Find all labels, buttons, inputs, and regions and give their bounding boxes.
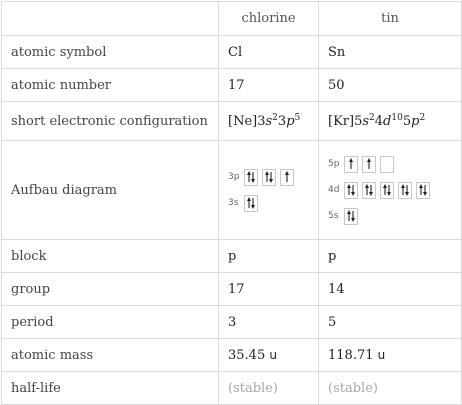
table-row [2,240,462,273]
table-row [2,273,462,306]
chlorine-value: 17 [219,273,319,306]
spin-up-arrow-icon [367,158,371,169]
config-shell: 3 [277,113,287,129]
orbital-box [344,156,358,173]
row-label: short electronic configuration [2,102,219,141]
config-subshell: p [286,113,295,129]
table-row [2,102,462,141]
tin-value: Sn [319,36,462,69]
chlorine-value: Cl [219,36,319,69]
orbital-row [328,178,452,202]
orbital-box [398,182,412,199]
spin-down-arrow-icon [351,185,355,196]
orbital-box [244,169,258,186]
orbital-box [280,169,294,186]
orbital-box [362,156,376,173]
table-row [2,141,462,240]
chlorine-value: 3 [219,306,319,339]
config-core: [Ne] [228,113,258,129]
orbital-box [380,182,394,199]
spin-down-arrow-icon [351,211,355,222]
tin-value: 5 [319,306,462,339]
row-label: Aufbau diagram [2,141,219,240]
spin-down-arrow-icon [405,185,409,196]
aufbau-diagram [328,152,452,228]
mass-value: 35.45 [228,347,266,363]
orbital-row [328,204,452,228]
orbital-box [344,208,358,225]
orbital-box [344,182,358,199]
chlorine-value: p [219,240,319,273]
spin-down-arrow-icon [251,172,255,183]
tin-value: 50 [319,69,462,102]
orbital-label: 4d [328,185,340,195]
spin-up-arrow-icon [419,184,423,195]
config-subshell: s [362,113,370,129]
config-exponent: 5 [294,112,301,123]
orbital-label: 5p [328,159,340,169]
tin-value: 14 [319,273,462,306]
spin-up-arrow-icon [383,184,387,195]
orbital-label: 3s [228,198,239,208]
chlorine-mass [219,339,319,372]
tin-aufbau-diagram [319,141,462,240]
config-exponent: 2 [272,112,278,123]
header-row [2,2,462,36]
orbital-row [328,152,452,176]
config-core: [Kr] [328,113,355,129]
config-shell: 4 [374,113,384,129]
header-empty-cell [2,2,219,36]
spin-up-arrow-icon [401,184,405,195]
spin-up-arrow-icon [247,197,251,208]
config-subshell: d [383,113,392,129]
orbital-box [244,195,258,212]
tin-mass [319,339,462,372]
config-subshell: s [265,113,273,129]
mass-unit: u [269,347,277,362]
table-row [2,306,462,339]
config-shell: 5 [354,113,363,129]
chlorine-aufbau-diagram [219,141,319,240]
chlorine-half-life: (stable) [219,372,319,405]
orbital-box [416,182,430,199]
row-label: group [2,273,219,306]
tin-config [319,102,462,141]
row-label: atomic number [2,69,219,102]
config-shell: 3 [257,113,266,129]
config-exponent: 10 [391,112,403,123]
spin-up-arrow-icon [347,184,351,195]
orbital-row [228,165,309,189]
tin-value: p [319,240,462,273]
table-row [2,339,462,372]
orbital-label: 5s [328,211,339,221]
orbital-box [362,182,376,199]
orbital-label: 3p [228,172,240,182]
spin-up-arrow-icon [347,210,351,221]
spin-up-arrow-icon [285,171,289,182]
table-row [2,36,462,69]
chlorine-value: 17 [219,69,319,102]
row-label: period [2,306,219,339]
row-label: atomic symbol [2,36,219,69]
spin-down-arrow-icon [369,185,373,196]
spin-up-arrow-icon [247,171,251,182]
header-tin: tin [319,2,462,36]
orbital-row [228,191,309,215]
orbital-box [380,156,394,173]
aufbau-diagram [228,165,309,215]
spin-down-arrow-icon [423,185,427,196]
config-exponent: 2 [369,112,375,123]
spin-down-arrow-icon [387,185,391,196]
chlorine-config [219,102,319,141]
spin-up-arrow-icon [349,158,353,169]
row-label: half-life [2,372,219,405]
config-subshell: p [411,113,420,129]
row-label: atomic mass [2,339,219,372]
mass-unit: u [377,347,386,362]
config-shell: 5 [402,113,412,129]
tin-half-life: (stable) [319,372,462,405]
header-chlorine: chlorine [219,2,319,36]
row-label: block [2,240,219,273]
table-row [2,69,462,102]
config-exponent: 2 [419,112,426,123]
spin-down-arrow-icon [251,198,255,209]
mass-value: 118.71 [328,347,374,363]
spin-up-arrow-icon [365,184,369,195]
spin-down-arrow-icon [269,172,273,183]
spin-up-arrow-icon [265,171,269,182]
orbital-box [262,169,276,186]
element-comparison-table [1,1,462,405]
